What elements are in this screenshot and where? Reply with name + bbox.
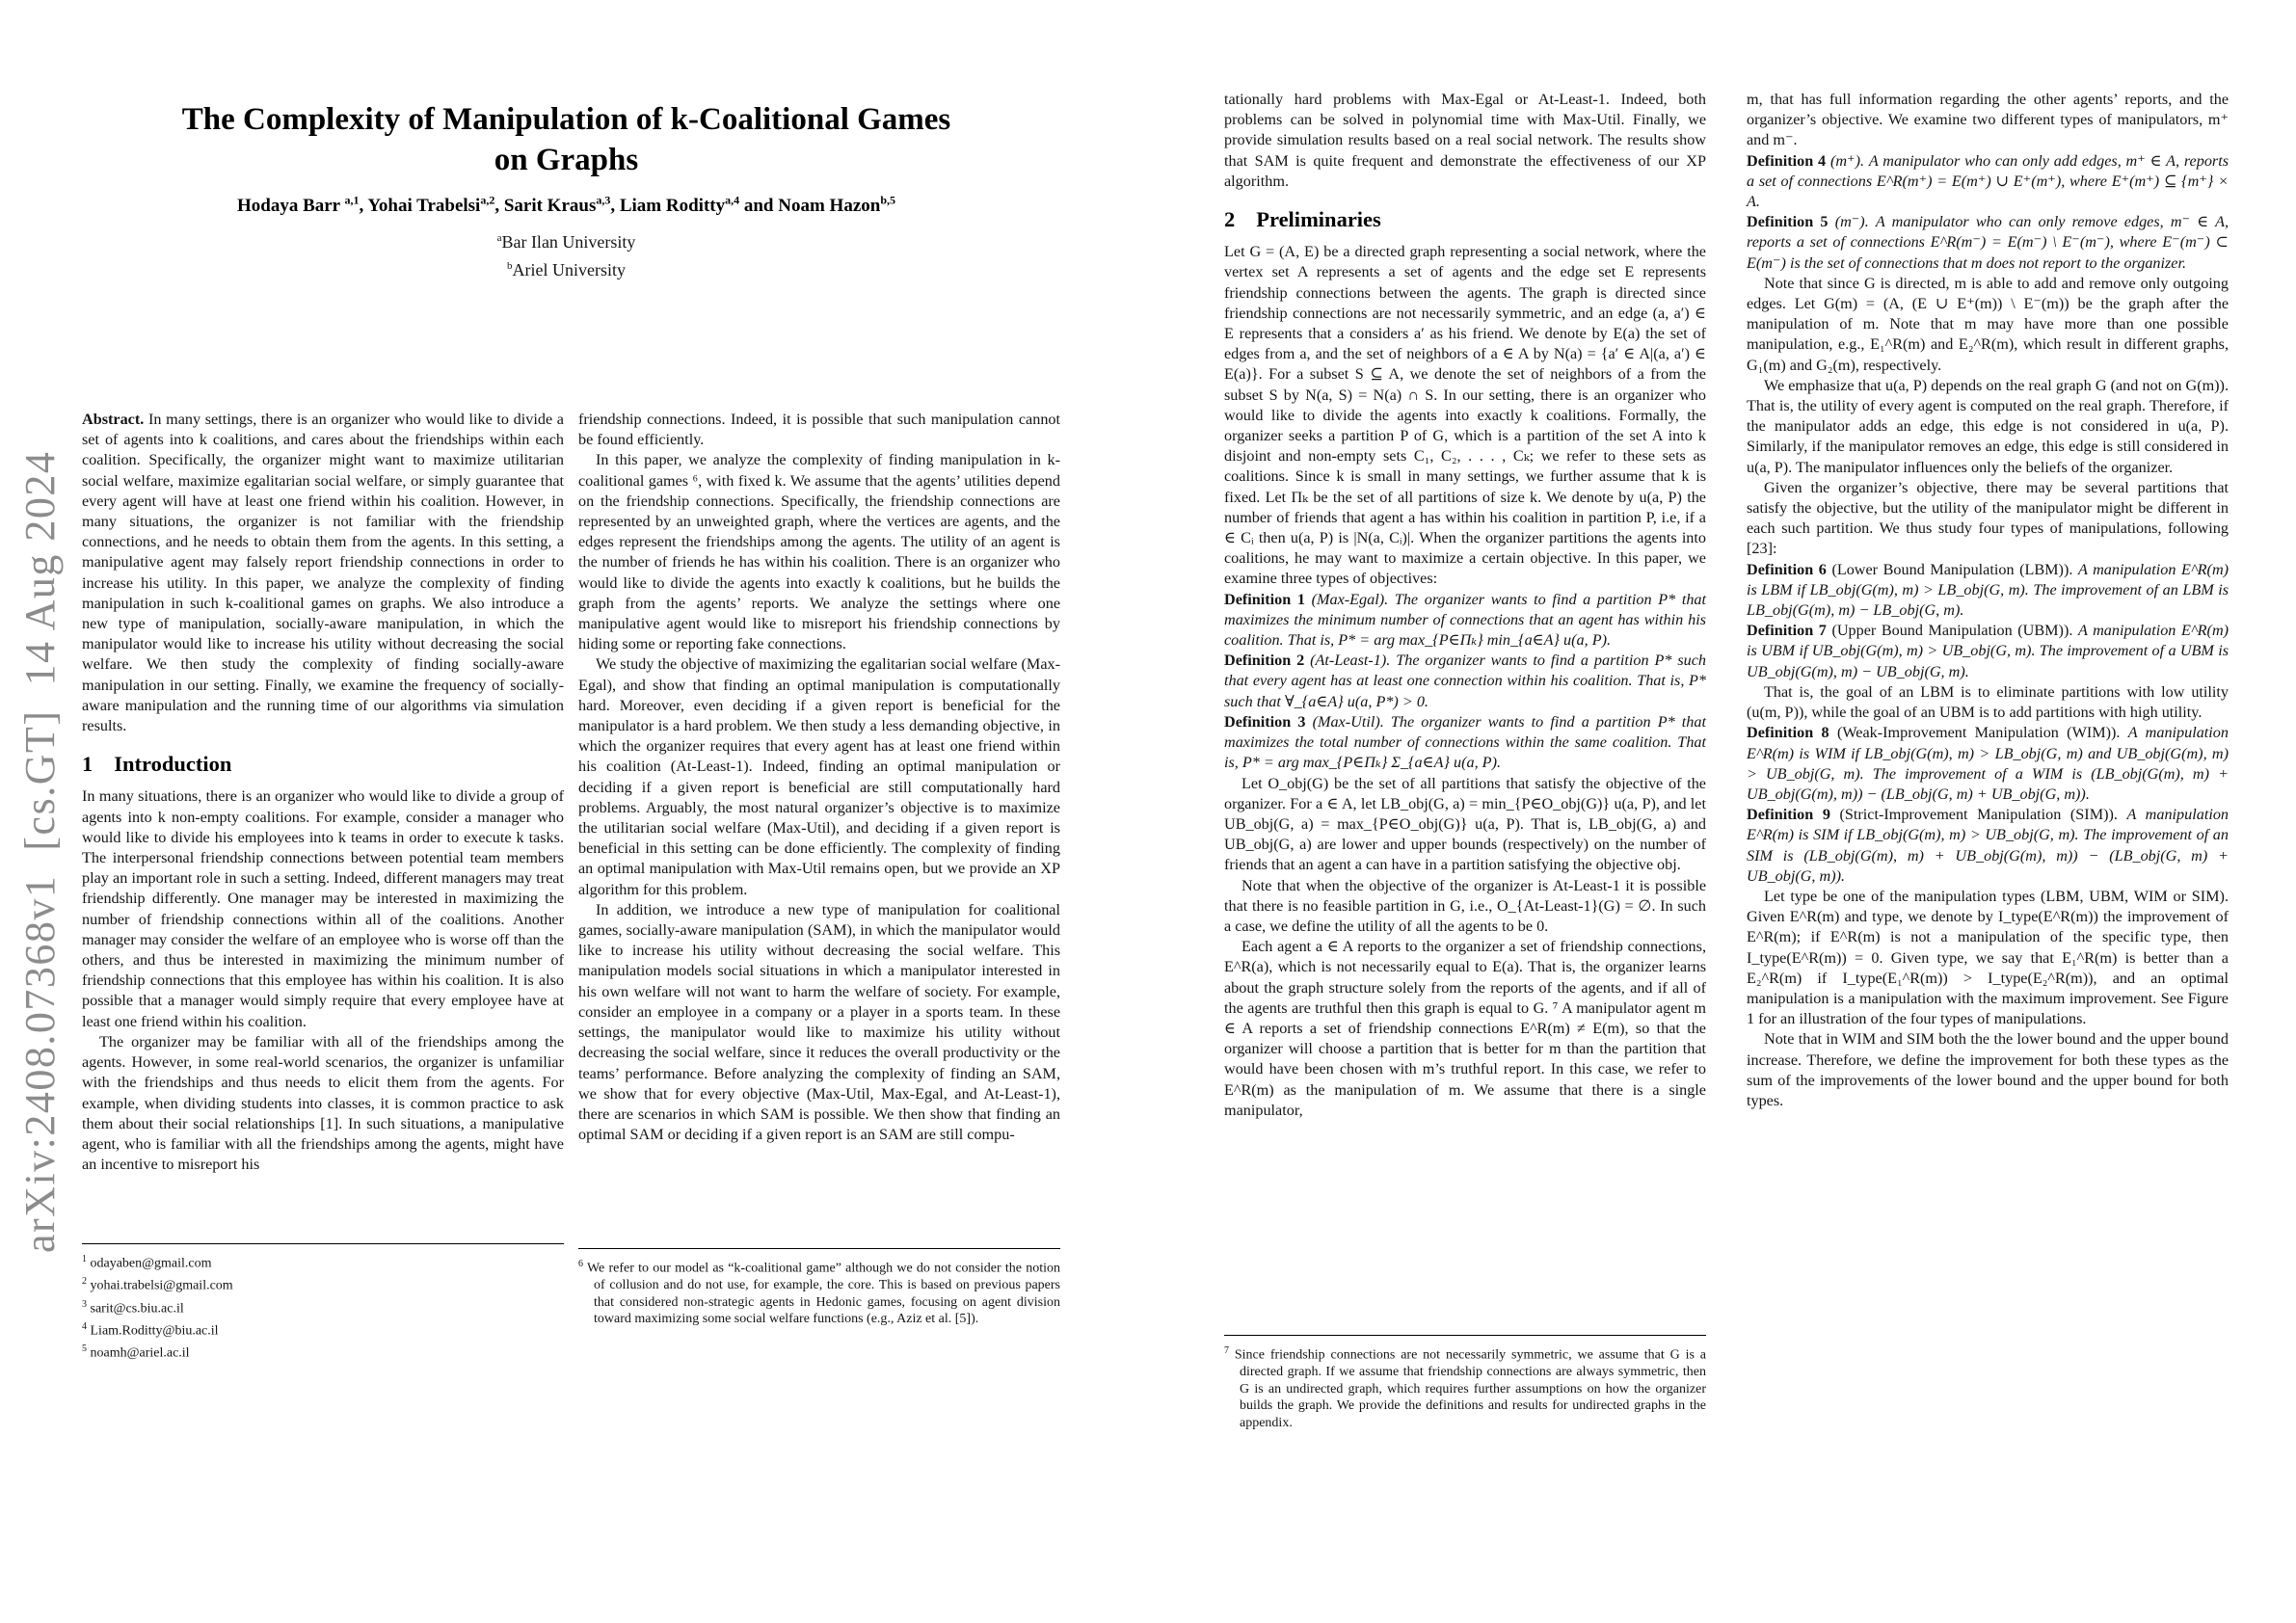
footnote-item	[578, 1256, 1060, 1328]
footnote-rule	[578, 1248, 1060, 1249]
body-paragraph: Note that when the objective of the organizer is At-Least-1 it is possible that there is no feasible partition in G, i.e., O_{At-Least-1}(G) = ∅. In such a case, we define the utility of all the agents to be 0.	[1224, 876, 1706, 935]
definition-label: Definition 8	[1747, 724, 1829, 742]
page1-column2	[578, 410, 1060, 1145]
affiliation-marker: a	[496, 232, 502, 245]
page2-footnote-7	[1224, 1335, 1706, 1432]
author-name: Noam Hazon	[778, 196, 881, 217]
page1-column1	[82, 410, 564, 1175]
footnote-item	[82, 1296, 564, 1317]
definition-name: (Max-Util).	[1312, 712, 1384, 731]
definition-label: Definition 9	[1747, 806, 1830, 824]
definition-name: (Max-Egal).	[1311, 590, 1389, 608]
footnote-marker: 6	[578, 1259, 583, 1269]
affiliation: $^b$Ariel University	[507, 260, 626, 280]
section-title: Introduction	[114, 752, 232, 777]
author-name: Yohai Trabelsi	[367, 196, 481, 217]
paper-header	[82, 99, 1051, 282]
definition-4	[1747, 151, 2229, 213]
body-paragraph: friendship connections. Indeed, it is possible that such manipulation cannot be found efficiently.	[578, 411, 1060, 449]
author: Liam Roditty$^{a,4}$ and	[619, 194, 779, 217]
body-paragraph: Given the organizer’s objective, there may be several partitions that satisfy the objective, but the utility of the manipulator might be different in each such partition. We thus study four types of manipulations, following [23]:	[1747, 478, 2229, 558]
definition-name: (m⁻).	[1834, 213, 1869, 231]
abstract	[82, 410, 564, 736]
affiliation: $^a$Bar Ilan University	[496, 232, 636, 253]
definition-body: A manipulation E^R(m) is SIM if LB_obj(G(m), m) > UB_obj(G, m). The improvement of an SIM is (LB_obj(G(m), m) + UB_obj(G(m), m)) − (LB_obj(G, m) + UB_obj(G, m)).	[1747, 806, 2229, 885]
footnote-text: yohai.trabelsi@gmail.com	[90, 1278, 233, 1293]
body-paragraph: tationally hard problems with Max-Egal or At-Least-1. Indeed, both problems can be solved in polynomial time with Max-Util. Finally, we provide simulation results based on a real social network. The results show that SAM is quite frequent and demonstrate the effectiveness of our XP algorithm.	[1224, 91, 1706, 190]
footnote-text: noamh@ariel.ac.il	[90, 1345, 190, 1361]
body-paragraph: We study the objective of maximizing the egalitarian social welfare (Max-Egal), and show that finding an optimal manipulation is computationally hard. Moreover, even deciding if a given report is beneficial for the manipulator is a hard problem. We then study a less demanding objective, in which the organizer requires that every agent has at least one friend within his coalition (At-Least-1). Indeed, finding an optimal manipulation or deciding if a given report is beneficial are still computationally hard problems. Arguably, the most natural organizer’s objective is to maximize the utilitarian social welfare (Max-Util), and deciding if a given report is beneficial in this setting can be done efficiently. The complexity of finding an optimal manipulation with Max-Util remains open, but we provide an XP algorithm for this problem.	[578, 655, 1060, 898]
body-paragraph: The organizer may be familiar with all of the friendships among the agents. However, in some real-world scenarios, the organizer is unfamiliar with the friendships and thus needs to elicit them from the agents. For example, when dividing students into classes, it is common practice to ask them about their social relationships [1]. In such situations, a manipulative agent, who is familiar with all the friendships among the agents, might have an incentive to misreport his	[82, 1032, 564, 1174]
arxiv-watermark: arXiv:2408.07368v1 [cs.GT] 14 Aug 2024	[16, 450, 64, 1253]
section-number: 1	[82, 752, 93, 777]
page1-footnotes	[82, 1243, 564, 1363]
definition-9	[1747, 805, 2229, 887]
definition-label: Definition 6	[1747, 560, 1827, 578]
author	[778, 196, 895, 216]
section-number: 2	[1224, 207, 1236, 232]
page2-column2	[1747, 90, 2229, 1111]
definition-2	[1224, 651, 1706, 712]
definition-1	[1224, 590, 1706, 652]
footnote-item	[82, 1273, 564, 1294]
author-affiliation-marker: a,4	[725, 194, 740, 207]
body-paragraph: m, that has full information regarding the other agents’ reports, and the organizer’s objective. We examine two different types of manipulators, m⁺ and m⁻.	[1747, 91, 2229, 149]
definition-label: Definition 1	[1224, 590, 1305, 608]
footnote-marker: 7	[1224, 1345, 1229, 1356]
section-heading-preliminaries	[1224, 207, 1706, 232]
author-affiliation-marker: a,2	[480, 194, 495, 207]
abstract-label: Abstract.	[82, 411, 145, 428]
definition-name: (Upper Bound Manipulation (UBM)).	[1831, 622, 2073, 640]
definition-label: Definition 2	[1224, 652, 1305, 670]
body-paragraph: In addition, we introduce a new type of manipulation for coalitional games, socially-aware manipulation (SAM), in which the manipulator would like to increase his utility without decreasing the social welfare. This manipulation models social situations in which a manipulator interested in his own welfare will not want to harm the welfare of society. For example, consider an employee in a company or a player in a sports team. In these settings, the manipulator would like to maximize his utility without decreasing the social welfare, since it reduces the overall productivity or the teams’ performance. Before analyzing the complexity of finding an SAM, we show that for every objective (Max-Util, Max-Egal, and At-Least-1), there are scenarios in which SAM is possible. We then show that finding an optimal SAM or deciding if a given report is an SAM are still compu-	[578, 900, 1060, 1144]
definition-label: Definition 5	[1747, 213, 1829, 231]
author-name: Hodaya Barr	[236, 196, 345, 217]
page1-footnote-6	[578, 1248, 1060, 1328]
footnote-marker: 1	[82, 1254, 87, 1264]
author: Yohai Trabelsi$^{a,2}$,	[367, 194, 504, 217]
footnote-text: Since friendship connections are not necessarily symmetric, we assume that G is a directed graph. If we assume that friendship connections are always symmetric, then G is an undirected graph, which requires further assumptions on how the organizer builds the graph. We provide the definitions and results for undirected graphs in the appendix.	[1234, 1347, 1707, 1431]
definition-name: (Weak-Improvement Manipulation (WIM)).	[1836, 724, 2121, 742]
footnote-item	[1224, 1343, 1706, 1432]
body-paragraph: We emphasize that u(a, P) depends on the real graph G (and not on G(m)). That is, the utility of every agent is computed on the real graph. Therefore, if the manipulator adds an edge, this edge is not considered in u(a, P). Similarly, if the manipulator removes an edge, this edge is still considered in u(a, P). The manipulator influences only the beliefs of the organizer.	[1747, 376, 2229, 476]
authors-line	[82, 194, 1051, 217]
footnote-rule	[82, 1243, 564, 1244]
footnote-rule	[1224, 1335, 1706, 1336]
body-paragraph: Let type be one of the manipulation types (LBM, UBM, WIM or SIM). Given E^R(m) and type, we denote by I_type(E^R(m)) the improvement of E^R(m); if E^R(m) is not a manipulation of the specific type, then I_type(E^R(m)) = 0. Given type, we say that E₁^R(m) is better than a E₂^R(m) if I_type(E₁^R(m)) > I_type(E₂^R(m)), and an optimal manipulation is a manipulation with the maximum improvement. See Figure 1 for an illustration of the four types of manipulations.	[1747, 887, 2229, 1028]
body-paragraph: That is, the goal of an LBM is to eliminate partitions with low utility (u(m, P)), while the goal of an UBM is to add partitions with high utility.	[1747, 682, 2229, 722]
body-paragraph: In this paper, we analyze the complexity of finding manipulation in k-coalitional games ⁶, with fixed k. We assume that the agents’ utilities depend on the friendship connections. Specifically, the friendship connections are represented by an unweighted graph, where the vertices are agents, and the edges represent the friendships among the agents. The utility of an agent is the number of friends he has within his coalition. There is an organizer who would like to divide the agents into exactly k coalitions, but he builds the graph from the agents’ reports. We analyze the settings where one manipulative agent would like to misreport his friendship connections by hiding some or reporting fake connections.	[578, 451, 1060, 653]
definition-body: The organizer wants to find a partition P* that maximizes the minimum number of connections that an agent has within his coalition. That is, P* = arg max_{P∈Πₖ} min_{a∈A} u(a, P).	[1224, 590, 1707, 650]
body-paragraph: In many situations, there is an organizer who would like to divide a group of agents into k non-empty coalitions. For example, consider a manager who would like to divide his employees into k teams in order to execute k tasks. The interpersonal friendship connections between potential team members play an important role in such a setting. Indeed, different managers may treat friendship differently. One manager may be interested in maximizing the number of friendship connections within all of the coalitions. Another manager may consider the welfare of an employee who is worse off than the others, and thus be interested in maximizing the minimum number of friendship connections that this employee has within his coalition. It is also possible that a manager would simply require that every employee have at least one friend within his coalition.	[82, 787, 564, 1030]
paper-title	[82, 99, 1051, 180]
definition-body: The organizer wants to find a partition P* such that every agent has at least one connection within his coalition. That is, P* such that ∀_{a∈A} u(a, P*) > 0.	[1224, 652, 1707, 710]
footnote-item	[82, 1318, 564, 1340]
footnote-marker: 2	[82, 1276, 87, 1288]
definition-name: (Strict-Improvement Manipulation (SIM)).	[1839, 806, 2118, 824]
author-affiliation-marker: b,5	[880, 194, 896, 207]
body-paragraph: Let G = (A, E) be a directed graph representing a social network, where the vertex set A represents a set of agents and the edge set E represents friendship connections between the agents. The graph is directed since friendship connections are not necessarily symmetric, and an edge (a, a′) ∈ E represents that a considers a′ as his friend. We denote by E(a) the set of edges from a, and the set of neighbors of a ∈ A by N(a) = {a′ ∈ A|(a, a′) ∈ E(a)}. For a subset S ⊆ A, we denote the set of neighbors of a from the subset S by N(a, S) = N(a) ∩ S. In our setting, there is an organizer who would like to divide the agents into exactly k coalitions. Formally, the organizer seeks a partition P of G, which is a partition of the set A into k disjoint and non-empty sets C₁, C₂, . . . , Cₖ; we refer to these sets as coalitions. Since k is small in many settings, we further assume that k is fixed. Let Πₖ be the set of all partitions of size k. We denote by u(a, P) the number of friends that agent a has within his coalition in partition P, i.e, if a ∈ Cᵢ then u(a, P) is |N(a, Cᵢ)|. When the organizer partitions the agents into coalitions, he may want to maximize a certain objective. In this paper, we examine three types of objectives:	[1224, 243, 1706, 588]
affiliations	[82, 226, 1051, 282]
author: Sarit Kraus$^{a,3}$,	[503, 194, 620, 217]
definition-3	[1224, 712, 1706, 774]
author-affiliation-marker: a,3	[596, 194, 611, 207]
footnote-item	[82, 1251, 564, 1272]
author: Hodaya Barr $^{a,1}$,	[236, 194, 368, 217]
author-affiliation-marker: a,1	[344, 194, 360, 207]
body-paragraph: Note that in WIM and SIM both the the lower bound and the upper bound increase. Therefore, we define the improvement for both these types as the sum of the improvements of the lower bound and the upper bound for both types.	[1747, 1030, 2229, 1109]
definition-body: A manipulator who can only add edges, m⁺ ∈ A, reports a set of connections E^R(m⁺) = E(m⁺) ∪ E⁺(m⁺), where E⁺(m⁺) ⊆ {m⁺} × A.	[1747, 151, 2229, 211]
footnote-text: We refer to our model as “k-coalitional game” although we do not consider the notion of collusion and do not use, for example, the core. This is based on previous papers that considered non-strategic agents in Hedonic games, focusing on agent division toward maximizing some social welfare functions (e.g., Aziz et al. [5]).	[586, 1261, 1060, 1327]
abstract-text: In many settings, there is an organizer who would like to divide a set of agents into k coalitions, and cares about the friendships within each coalition. Specifically, the organizer might want to maximize utilitarian social welfare, maximize egalitarian social welfare, or simply guarantee that every agent will have at least one friend within his coalition. However, in many situations, the organizer is not familiar with the friendship connections, and he needs to obtain them from the agents. In this setting, a manipulative agent may falsely report friendship connections in order to increase his utility. In this paper, we analyze the complexity of finding manipulation in such k-coalitional games on graphs. We also introduce a new type of manipulation, socially-aware manipulation, in which the manipulator would like to increase his utility without decreasing the social welfare. We then study the complexity of finding socially-aware manipulation in our setting. Finally, we examine the frequency of socially-aware manipulation and the running time of our algorithms via simulation results.	[82, 411, 564, 735]
section-title: Preliminaries	[1256, 207, 1381, 232]
definition-name: (m⁺).	[1829, 151, 1865, 170]
definition-name: (Lower Bound Manipulation (LBM)).	[1831, 560, 2073, 578]
definition-body: The organizer wants to find a partition P* that maximizes the total number of connections within the same coalition. That is, P* = arg max_{P∈Πₖ} Σ_{a∈A} u(a, P).	[1224, 712, 1706, 772]
definition-body: A manipulation E^R(m) is WIM if LB_obj(G(m), m) > LB_obj(G, m) and UB_obj(G(m), m) > UB_obj(G, m). The improvement of a WIM is (LB_obj(G(m), m) + UB_obj(G(m), m)) − (LB_obj(G, m) + UB_obj(G, m)).	[1747, 724, 2229, 803]
section-heading-introduction	[82, 752, 564, 777]
definition-body: A manipulation E^R(m) is UBM if UB_obj(G(m), m) > UB_obj(G, m). The improvement of a UBM is UB_obj(G(m), m) − UB_obj(G, m).	[1747, 622, 2229, 680]
footnote-marker: 3	[82, 1298, 87, 1310]
definition-6	[1747, 560, 2229, 622]
body-paragraph: Let O_obj(G) be the set of all partitions that satisfy the objective of the organizer. For a ∈ A, let LB_obj(G, a) = min_{P∈O_obj(G)} u(a, P), and let UB_obj(G, a) = max_{P∈O_obj(G)} u(a, P). That is, LB_obj(G, a) and UB_obj(G, a) are lower and upper bounds (respectively) on the number of friends that an agent a can have in a partition satisfying the objective obj.	[1224, 774, 1706, 874]
definition-body: A manipulation E^R(m) is LBM if LB_obj(G(m), m) > LB_obj(G, m). The improvement of an LBM is LB_obj(G(m), m) − LB_obj(G, m).	[1747, 560, 2229, 620]
footnote-item	[82, 1341, 564, 1362]
paper-title-line-1: The Complexity of Manipulation of k-Coalitional Games	[181, 102, 951, 137]
footnote-marker: 5	[82, 1344, 87, 1354]
author-name: Sarit Kraus	[503, 196, 597, 217]
affiliation-marker: b	[507, 260, 513, 273]
paper-title-line-2: on Graphs	[494, 143, 639, 177]
body-paragraph: Note that since G is directed, m is able to add and remove only outgoing edges. Let G(m) = (A, (E ∪ E⁺(m)) \ E⁻(m)) be the graph after the manipulation of m. Note that m may have more than one possible manipulation, e.g., E₁^R(m) and E₂^R(m), which result in different graphs, G₁(m) and G₂(m), respectively.	[1747, 274, 2229, 374]
author-name: Liam Roditty	[619, 196, 726, 217]
definition-label: Definition 7	[1747, 622, 1827, 640]
footnote-text: odayaben@gmail.com	[90, 1256, 212, 1271]
page2-column1	[1224, 90, 1706, 1121]
definition-name: (At-Least-1).	[1310, 652, 1391, 670]
footnote-marker: 4	[82, 1320, 87, 1332]
body-paragraph: Each agent a ∈ A reports to the organizer a set of friendship connections, E^R(a), which is not necessarily equal to E(a). That is, the organizer learns about the graph structure solely from the reports of the agents, and if all of the agents are truthful then this graph is equal to G. ⁷ A manipulator agent m ∈ A reports a set of friendship connections E^R(m) ≠ E(m), so that the organizer will choose a partition that is better for m than the partition that would have been chosen with m’s truthful report. In this case, we refer to E^R(m) as the manipulation of m. We assume that there is a single manipulator,	[1224, 938, 1706, 1119]
definition-5	[1747, 212, 2229, 274]
definition-7	[1747, 621, 2229, 682]
definition-body: A manipulator who can only remove edges, m⁻ ∈ A, reports a set of connections E^R(m⁻) = E(m⁻) \ E⁻(m⁻), where E⁻(m⁻) ⊂ E(m⁻) is the set of connections that m does not report to the organizer.	[1747, 213, 2229, 272]
footnote-text: sarit@cs.biu.ac.il	[90, 1301, 184, 1317]
definition-8	[1747, 723, 2229, 805]
definition-label: Definition 4	[1747, 151, 1827, 170]
definition-label: Definition 3	[1224, 712, 1306, 731]
footnote-text: Liam.Roditty@biu.ac.il	[90, 1323, 219, 1339]
